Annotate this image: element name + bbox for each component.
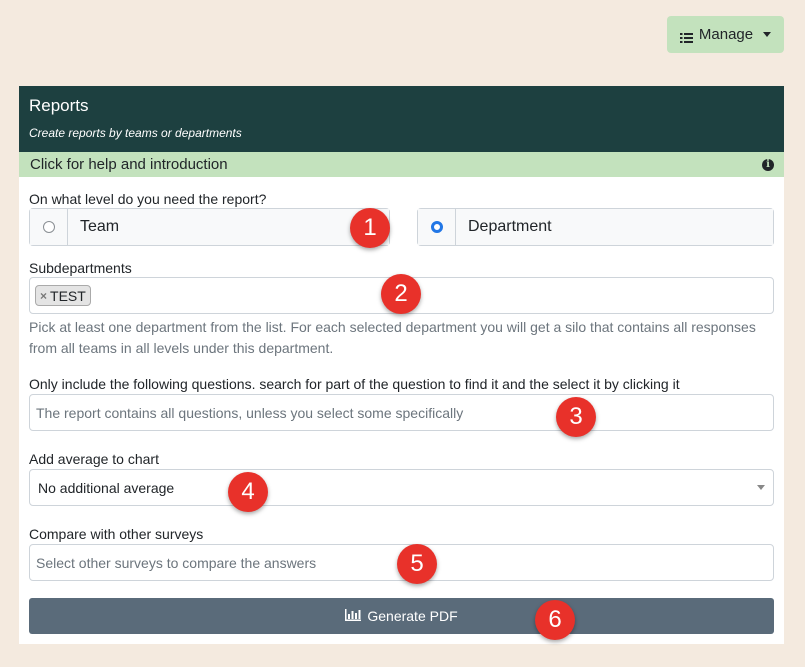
radio-team[interactable] [29, 208, 390, 246]
list-icon [680, 30, 693, 40]
compare-label: Compare with other surveys [29, 526, 204, 542]
radio-department-circle[interactable] [431, 221, 443, 233]
radio-cell-department [418, 209, 456, 245]
radio-cell-team [30, 209, 68, 245]
step-badge-6: 6 [535, 600, 575, 640]
card-title: Reports [29, 96, 89, 115]
card-header [19, 86, 784, 152]
subdepartments-hint: Pick at least one department from the list. For each selected department you will get a silo that contains all responses from all teams in all levels under this department. [29, 319, 756, 356]
select-arrow-icon [757, 485, 765, 490]
step-badge-2: 2 [381, 274, 421, 314]
step-badge-1: 1 [350, 208, 390, 248]
step-badge-5: 5 [397, 544, 437, 584]
average-selected: No additional average [38, 479, 175, 496]
average-select[interactable] [29, 469, 774, 506]
step-badge-3: 3 [556, 397, 596, 437]
manage-dropdown-button[interactable] [667, 16, 784, 53]
tag-test [35, 285, 91, 306]
caret-down-icon [763, 32, 771, 37]
info-icon: i [762, 159, 774, 171]
subdepartments-label: Subdepartments [29, 260, 132, 276]
tag-remove-icon[interactable]: × [40, 288, 48, 303]
questions-placeholder: The report contains all questions, unless you select some specifically [36, 404, 464, 421]
bar-chart-icon [345, 608, 361, 624]
help-toggle[interactable] [19, 152, 784, 177]
generate-label: Generate PDF [367, 608, 458, 624]
step-badge-4: 4 [228, 472, 268, 512]
average-label: Add average to chart [29, 451, 159, 467]
questions-search-input[interactable] [29, 394, 774, 431]
radio-department[interactable] [417, 208, 774, 246]
compare-placeholder: Select other surveys to compare the answers [36, 554, 317, 571]
help-text: Click for help and introduction [30, 156, 228, 173]
card-subtitle: Create reports by teams or departments [29, 126, 242, 140]
tag-label: TEST [50, 287, 86, 304]
radio-team-circle[interactable] [43, 221, 55, 233]
questions-label: Only include the following questions. search for part of the question to find it and the select it by clicking it [29, 376, 680, 392]
generate-pdf-button[interactable] [29, 598, 774, 634]
radio-team-label: Team [68, 209, 389, 245]
radio-department-label: Department [456, 209, 773, 245]
manage-label: Manage [698, 26, 754, 43]
level-label: On what level do you need the report? [29, 191, 267, 207]
